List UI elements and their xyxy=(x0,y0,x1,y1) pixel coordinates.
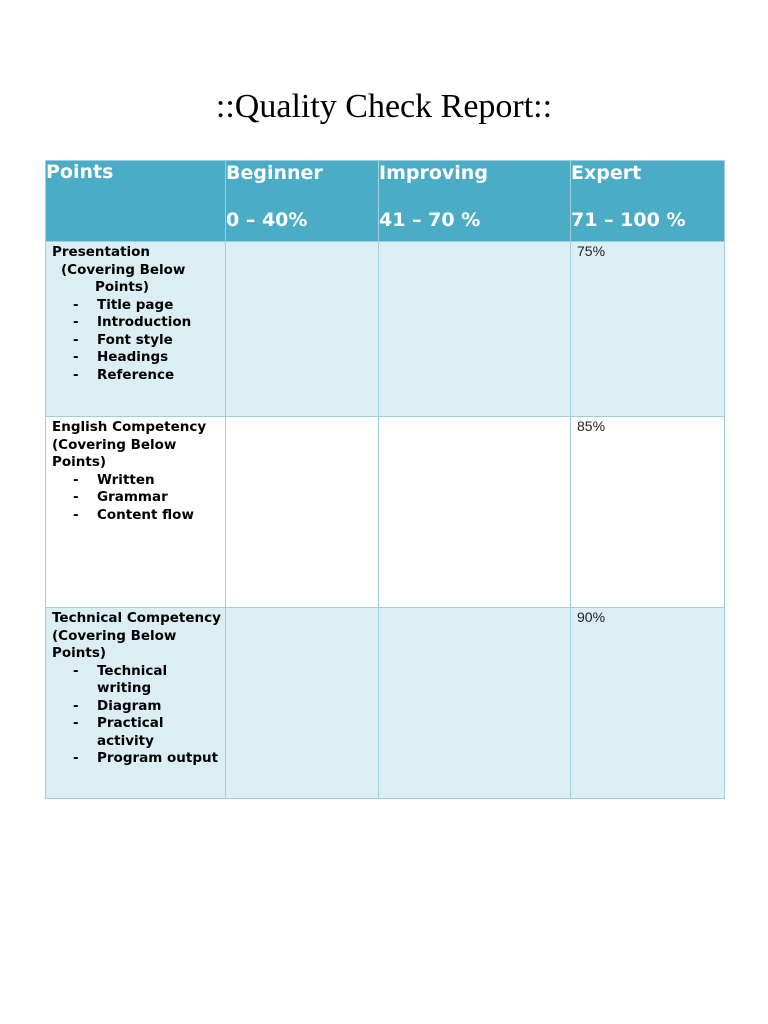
list-item: - Practical activity xyxy=(73,715,164,749)
list-item: - Grammar xyxy=(73,489,168,505)
table-row xyxy=(46,242,725,417)
page-title: ::Quality Check Report:: xyxy=(215,88,553,125)
header-beginner xyxy=(226,161,379,242)
list-item: - Title page xyxy=(73,296,174,313)
list-item: - Program output xyxy=(73,750,219,766)
level-range: 0 – 40% xyxy=(226,209,308,231)
points-cell xyxy=(46,608,226,799)
list-item: - Introduction xyxy=(73,314,192,330)
criterion-subtitle: (Covering Below Points) xyxy=(61,261,186,295)
criterion-list xyxy=(52,297,223,385)
header-improving xyxy=(379,161,571,242)
criterion-subtitle: (Covering Below Points) xyxy=(52,627,177,661)
list-item: - Headings xyxy=(73,349,169,365)
beginner-cell xyxy=(226,242,379,417)
criterion-title: Presentation xyxy=(52,244,151,260)
header-expert xyxy=(571,161,725,242)
beginner-cell xyxy=(226,417,379,608)
points-cell xyxy=(46,417,226,608)
table-row xyxy=(46,608,725,799)
header-points: Points xyxy=(46,161,226,242)
criterion-list xyxy=(52,663,223,768)
criterion-title: Technical Competency xyxy=(52,610,221,626)
level-label: Beginner xyxy=(226,162,323,184)
list-item: - Technical writing xyxy=(73,662,168,696)
level-label: Expert xyxy=(571,162,642,184)
points-cell xyxy=(46,242,226,417)
list-item: - Reference xyxy=(73,366,175,383)
criterion-list xyxy=(52,472,223,525)
list-item: - Font style xyxy=(73,331,173,348)
criterion-title: English Competency xyxy=(52,419,207,435)
quality-check-table xyxy=(45,160,725,799)
list-item: - Diagram xyxy=(73,697,162,714)
level-range: 71 – 100 % xyxy=(571,209,686,231)
list-item: - Written xyxy=(73,471,155,488)
improving-cell xyxy=(379,417,571,608)
table-header-row xyxy=(46,161,725,242)
beginner-cell xyxy=(226,608,379,799)
table-row xyxy=(46,417,725,608)
level-range: 41 – 70 % xyxy=(379,209,481,231)
expert-score: 90% xyxy=(571,608,725,799)
improving-cell xyxy=(379,608,571,799)
level-label: Improving xyxy=(379,162,488,184)
improving-cell xyxy=(379,242,571,417)
expert-score: 85% xyxy=(571,417,725,608)
list-item: - Content flow xyxy=(73,506,194,523)
criterion-subtitle: (Covering Below Points) xyxy=(52,436,177,470)
expert-score: 75% xyxy=(571,242,725,417)
